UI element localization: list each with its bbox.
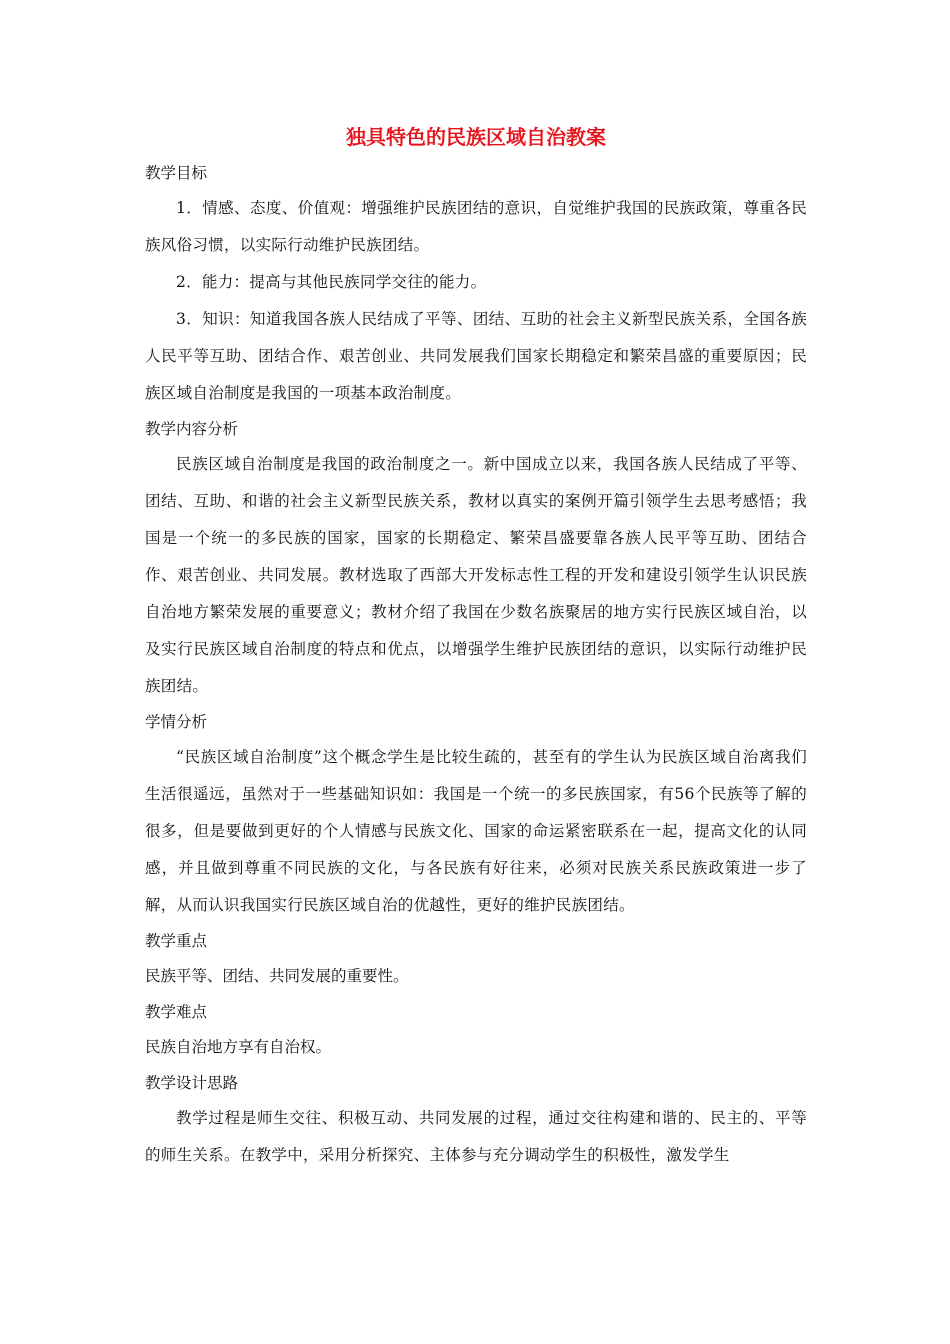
section-heading-student-analysis: 学情分析 <box>145 713 208 731</box>
section-heading-content-analysis: 教学内容分析 <box>145 420 239 438</box>
goal-item-3: 3．知识：知道我国各族人民结成了平等、团结、互助的社会主义新型民族关系，全国各族人民平等互助、团结合作、艰苦创业、共同发展我们国家长期稳定和繁荣昌盛的重要原因；民族区域自治制度是我国的一项基本政治制度。 <box>145 310 807 402</box>
student-analysis-text: “民族区域自治制度”这个概念学生是比较生疏的，甚至有的学生认为民族区域自治离我们生活很遥远，虽然对于一些基础知识如：我国是一个统一的多民族国家，有56个民族等了解的很多，但是要做到更好的个人情感与民族文化、国家的命运紧密联系在一起，提高文化的认同感，并且做到尊重不同民族的文化，与各民族有好往来，必须对民族关系民族政策进一步了解，从而认识我国实行民族区域自治的优越性，更好的维护民族团结。 <box>145 748 807 914</box>
section-heading-goals: 教学目标 <box>145 164 208 182</box>
content-analysis-text: 民族区域自治制度是我国的政治制度之一。新中国成立以来，我国各族人民结成了平等、团结、互助、和谐的社会主义新型民族关系，教材以真实的案例开篇引领学生去思考感悟；我国是一个统一的多民族的国家，国家的长期稳定、繁荣昌盛要靠各族人民平等互助、团结合作、艰苦创业、共同发展。教材选取了西部大开发标志性工程的开发和建设引领学生认识民族自治地方繁荣发展的重要意义；教材介绍了我国在少数名族聚居的地方实行民族区域自治，以及实行民族区域自治制度的特点和优点，以增强学生维护民族团结的意识，以实际行动维护民族团结。 <box>145 455 807 695</box>
section-heading-key-points: 教学重点 <box>145 932 208 950</box>
goal-item-2: 2．能力：提高与其他民族同学交往的能力。 <box>176 273 487 291</box>
section-heading-difficulties: 教学难点 <box>145 1003 208 1021</box>
difficulties-text: 民族自治地方享有自治权。 <box>145 1038 332 1056</box>
design-text: 教学过程是师生交往、积极互动、共同发展的过程，通过交往构建和谐的、民主的、平等的师生关系。在教学中，采用分析探究、主体参与充分调动学生的积极性，激发学生 <box>145 1109 807 1164</box>
document-body <box>145 118 807 1174</box>
key-points-text: 民族平等、团结、共同发展的重要性。 <box>145 967 409 985</box>
goal-item-1: 1．情感、态度、价值观：增强维护民族团结的意识，自觉维护我国的民族政策，尊重各民族风俗习惯，以实际行动维护民族团结。 <box>145 199 807 254</box>
document-title: 独具特色的民族区域自治教案 <box>346 125 606 149</box>
section-heading-design: 教学设计思路 <box>145 1074 239 1092</box>
